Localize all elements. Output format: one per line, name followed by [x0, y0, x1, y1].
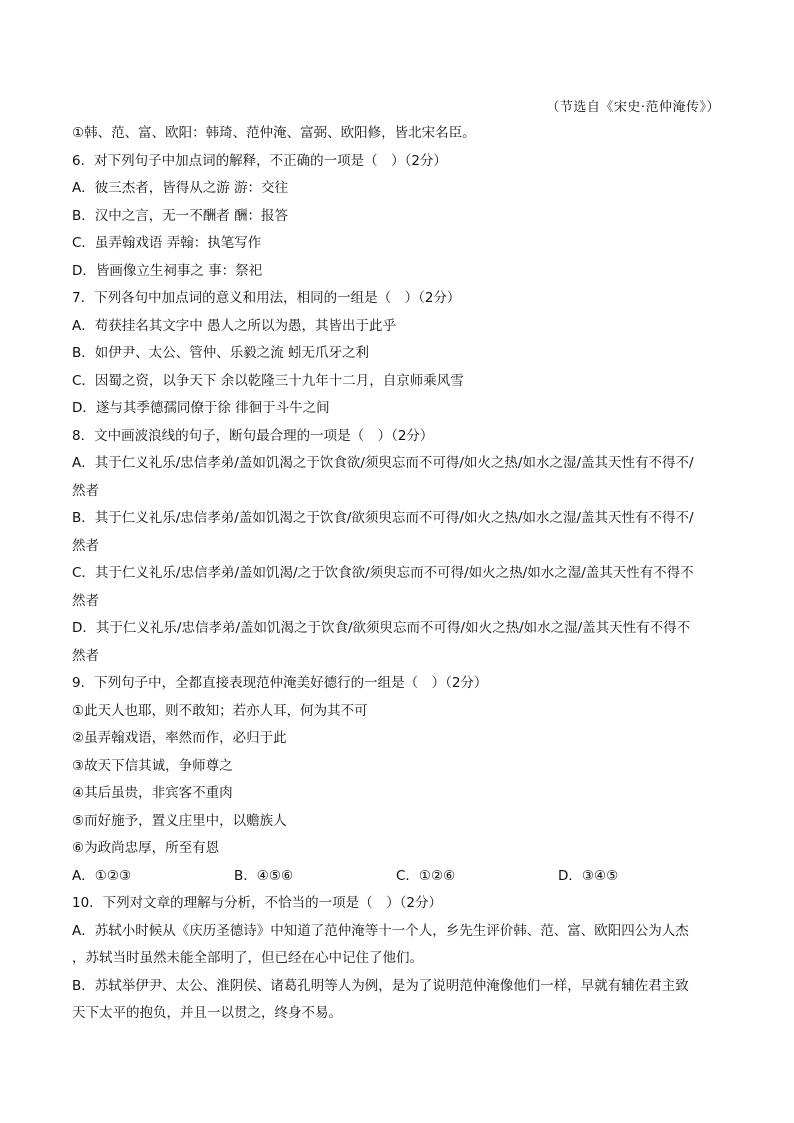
question-6-option-d: D．皆画像立生祠事之 事：祭祀 — [72, 262, 263, 279]
question-10-option-b-cont: 天下太平的抱负，并且一以贯之，终身不易。 — [72, 1005, 342, 1021]
question-8-option-d-cont: 然者 — [72, 647, 99, 664]
question-8-option-b: B．其于仁义礼乐/忠信孝弟/盖如饥渴之于饮食/欲须臾忘而不可得/如火之热/如水之湿/盖其天性有不得不/ — [72, 510, 694, 526]
source-citation: （节选自《宋史·范仲淹传》） — [546, 100, 720, 115]
question-7-option-a: A．苟获挂名其文字中 愚人之所以为愚，其皆出于此乎 — [72, 317, 397, 334]
question-9-item-5: ⑤而好施予，置义庄里中，以赡族人 — [72, 812, 287, 829]
question-8-stem: 8．文中画波浪线的句子，断句最合理的一项是（ ）（2分） — [72, 427, 434, 444]
question-9-choice-b: B．④⑤⑥ — [234, 867, 294, 884]
question-6-option-c: C．虽弄翰戏语 弄翰：执笔写作 — [72, 235, 262, 251]
question-8-option-a-cont: 然者 — [72, 482, 99, 499]
question-7-stem: 7．下列各句中加点词的意义和用法，相同的一组是（ ）（2分） — [72, 290, 461, 306]
question-8-option-d: D．其于仁义礼乐/忠信孝弟/盖如饥渴之于饮食/欲须臾忘而不可得/如火之热/如水之湿/盖其天性有不得不 — [72, 620, 691, 636]
question-10-stem: 10．下列对文章的理解与分析，不恰当的一项是（ ）（2分） — [72, 895, 443, 911]
question-9-item-2: ②虽弄翰戏语，率然而作，必归于此 — [72, 730, 287, 746]
question-9-choice-a: A．①②③ — [72, 867, 132, 884]
question-7-option-d: D．遂与其季德孺同僚于徐 徘徊于斗牛之间 — [72, 400, 330, 416]
question-7-option-b: B．如伊尹、太公、管仲、乐毅之流 蚓无爪牙之利 — [72, 345, 370, 361]
question-8-option-a: A．其于仁义礼乐/忠信孝弟/盖如饥渴之于饮食欲/须臾忘而不可得/如火之热/如水之湿/盖其天性有不得不/ — [72, 455, 694, 471]
annotation-note: ①韩、范、富、欧阳：韩琦、范仲淹、富弼、欧阳修，皆北宋名臣。 — [72, 125, 476, 141]
question-10-option-a-cont: ，苏轼当时虽然未能全部明了，但已经在心中记住了他们。 — [72, 950, 423, 966]
question-9-item-1: ①此天人也耶，则不敢知；若亦人耳，何为其不可 — [72, 702, 368, 719]
question-9-item-4: ④其后虽贵，非宾客不重肉 — [72, 785, 233, 801]
question-8-option-b-cont: 然者 — [72, 537, 99, 554]
question-7-option-c: C．因蜀之资，以争天下 余以乾隆三十九年十二月，自京师乘风雪 — [72, 372, 464, 389]
question-10-option-a: A．苏轼小时候从《庆历圣德诗》中知道了范仲淹等十一个人，乡先生评价韩、范、富、欧阳四公为人杰 — [72, 922, 689, 939]
question-9-stem: 9．下列句子中，全都直接表现范仲淹美好德行的一组是（ ）（2分） — [72, 675, 488, 691]
question-10-option-b: B．苏轼举伊尹、太公、淮阴侯、诸葛孔明等人为例，是为了说明范仲淹像他们一样，早就有辅佐君主致 — [72, 977, 689, 994]
question-9-choice-d: D．③④⑤ — [558, 867, 619, 884]
question-9-item-6: ⑥为政尚忠厚，所至有恩 — [72, 840, 220, 856]
question-9-choice-c: C．①②⑥ — [396, 867, 456, 884]
question-6-option-a: A．彼三杰者，皆得从之游 游：交往 — [72, 180, 289, 196]
question-9-choices — [72, 863, 720, 891]
question-6-option-b: B．汉中之言，无一不酬者 酬：报答 — [72, 207, 289, 224]
question-9-item-3: ③故天下信其诚，争师尊之 — [72, 757, 233, 774]
question-6-stem: 6．对下列句子中加点词的解释，不正确的一项是（ ）（2分） — [72, 152, 447, 169]
question-8-option-c-cont: 然者 — [72, 592, 99, 609]
question-8-option-c: C．其于仁义礼乐/忠信孝弟/盖如饥渴/之于饮食欲/须臾忘而不可得/如火之热/如水之湿/盖其天性有不得不 — [72, 565, 694, 581]
question-content — [72, 120, 720, 1028]
